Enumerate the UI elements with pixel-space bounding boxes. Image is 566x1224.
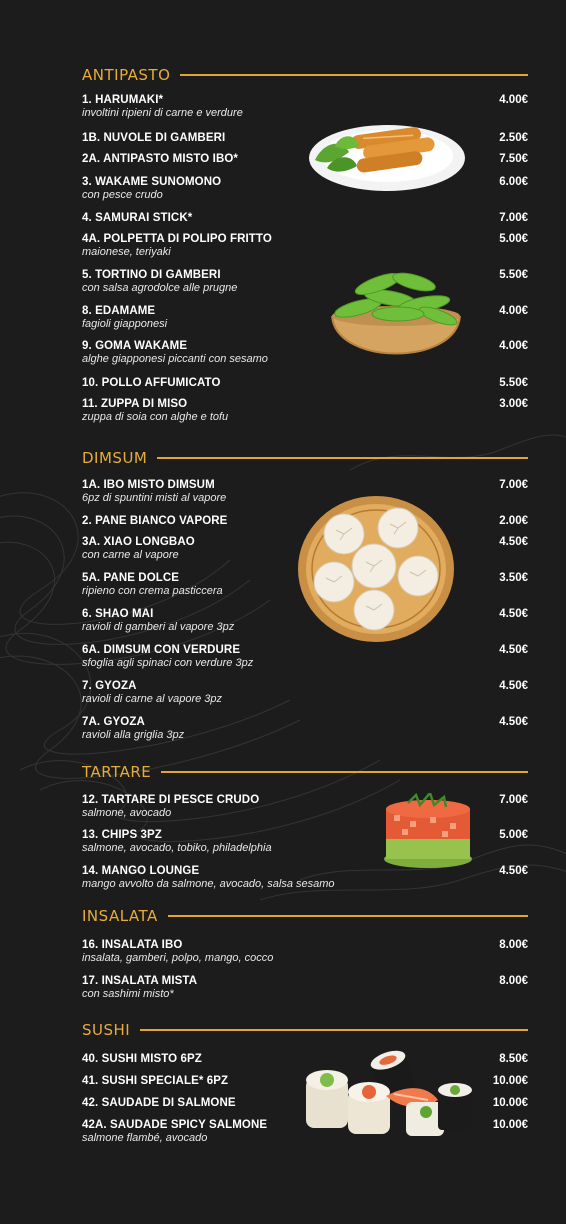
menu-item-name: 11. ZUPPA DI MISO xyxy=(82,398,188,410)
menu-item-name: 7. GYOZA xyxy=(82,680,137,692)
menu-item-name: 7A. GYOZA xyxy=(82,716,145,728)
menu-item-price: 2.00€ xyxy=(499,515,528,527)
menu-item-name: 16. INSALATA IBO xyxy=(82,939,183,951)
section-title: ANTIPASTO xyxy=(82,66,171,84)
menu-item-name: 14. MANGO LOUNGE xyxy=(82,865,200,877)
menu-item-name: 1B. NUVOLE DI GAMBERI xyxy=(82,132,226,144)
menu-item xyxy=(82,1075,528,1088)
menu-item-price: 4.00€ xyxy=(499,94,528,106)
menu-item-price: 2.50€ xyxy=(499,132,528,144)
menu-item xyxy=(82,865,528,890)
menu-item xyxy=(82,536,528,561)
menu-item-price: 3.50€ xyxy=(499,572,528,584)
section-dimsum xyxy=(82,448,528,741)
menu-item-description: con carne al vapore xyxy=(82,549,179,561)
menu-item xyxy=(82,132,528,145)
menu-item xyxy=(82,1119,528,1144)
menu-item-price: 4.00€ xyxy=(499,305,528,317)
menu-item xyxy=(82,572,528,597)
menu-item xyxy=(82,398,528,423)
menu-item-description: insalata, gamberi, polpo, mango, cocco xyxy=(82,952,274,964)
menu-item-description: salmone flambé, avocado xyxy=(82,1132,208,1144)
menu-item xyxy=(82,212,528,225)
menu-item-description: salmone, avocado xyxy=(82,807,172,819)
menu-item-name: 4A. POLPETTA DI POLIPO FRITTO xyxy=(82,233,272,245)
section-header xyxy=(82,65,528,85)
menu-item xyxy=(82,269,528,294)
menu-item xyxy=(82,1097,528,1110)
menu-item-price: 8.00€ xyxy=(499,939,528,951)
section-divider-line xyxy=(161,771,528,773)
menu-item xyxy=(82,716,528,741)
section-sushi xyxy=(82,1020,528,1220)
menu-item-price: 8.50€ xyxy=(499,1053,528,1065)
menu-item-name: 2A. ANTIPASTO MISTO IBO* xyxy=(82,153,238,165)
menu-item-price: 4.50€ xyxy=(499,680,528,692)
menu-item-description: mango avvolto da salmone, avocado, salsa sesamo xyxy=(82,878,335,890)
menu-item-name: 13. CHIPS 3PZ xyxy=(82,829,162,841)
menu-item-price: 5.50€ xyxy=(499,269,528,281)
menu-item-description: salmone, avocado, tobiko, philadelphia xyxy=(82,842,272,854)
section-divider-line xyxy=(180,74,528,76)
menu-item-price: 5.00€ xyxy=(499,829,528,841)
menu-item-description: involtini ripieni di carne e verdure xyxy=(82,107,243,119)
menu-item-price: 7.00€ xyxy=(499,794,528,806)
menu-item-price: 3.00€ xyxy=(499,398,528,410)
menu-item-description: fagioli giapponesi xyxy=(82,318,168,330)
menu-item xyxy=(82,305,528,330)
menu-item xyxy=(82,340,528,365)
menu-item-name: 10. POLLO AFFUMICATO xyxy=(82,377,221,389)
menu-item xyxy=(82,94,528,119)
menu-item-description: 6pz di spuntini misti al vapore xyxy=(82,492,227,504)
menu-item-name: 1. HARUMAKI* xyxy=(82,94,164,106)
menu-item-name: 2. PANE BIANCO VAPORE xyxy=(82,515,228,527)
menu-item-price: 10.00€ xyxy=(492,1097,528,1109)
menu-item-name: 6. SHAO MAI xyxy=(82,608,154,620)
menu-item-description: sfoglia agli spinaci con verdure 3pz xyxy=(82,657,254,669)
menu-item-name: 3. WAKAME SUNOMONO xyxy=(82,176,222,188)
menu-item-name: 17. INSALATA MISTA xyxy=(82,975,198,987)
menu-item-price: 4.50€ xyxy=(499,608,528,620)
menu-item-name: 5A. PANE DOLCE xyxy=(82,572,180,584)
menu-item-description: ripieno con crema pasticcera xyxy=(82,585,223,597)
menu-item-name: 1A. IBO MISTO DIMSUM xyxy=(82,479,215,491)
menu-item-description: ravioli di carne al vapore 3pz xyxy=(82,693,223,705)
menu-item-price: 10.00€ xyxy=(492,1119,528,1131)
menu-item-price: 4.50€ xyxy=(499,644,528,656)
menu-item-description: maionese, teriyaki xyxy=(82,246,171,258)
section-title: TARTARE xyxy=(82,763,152,781)
section-title: INSALATA xyxy=(82,907,158,925)
section-header xyxy=(82,1020,528,1040)
menu-item xyxy=(82,829,528,854)
menu-item-price: 4.50€ xyxy=(499,716,528,728)
menu-item-description: con sashimi misto* xyxy=(82,988,174,1000)
menu-item-description: con salsa agrodolce alle prugne xyxy=(82,282,238,294)
menu-item xyxy=(82,515,528,528)
menu-item-description: ravioli alla griglia 3pz xyxy=(82,729,185,741)
menu-item-price: 10.00€ xyxy=(492,1075,528,1087)
menu-item xyxy=(82,233,528,258)
menu-item xyxy=(82,1053,528,1066)
menu-item-name: 4. SAMURAI STICK* xyxy=(82,212,193,224)
menu-item-name: 41. SUSHI SPECIALE* 6PZ xyxy=(82,1075,229,1087)
section-title: SUSHI xyxy=(82,1021,131,1039)
menu-item-price: 4.50€ xyxy=(499,536,528,548)
section-divider-line xyxy=(157,457,528,459)
menu-item-name: 9. GOMA WAKAME xyxy=(82,340,188,352)
menu-item-price: 7.00€ xyxy=(499,479,528,491)
menu-item-price: 7.00€ xyxy=(499,212,528,224)
menu-item xyxy=(82,794,528,819)
menu-item xyxy=(82,176,528,201)
menu-item-price: 5.00€ xyxy=(499,233,528,245)
menu-item-price: 7.50€ xyxy=(499,153,528,165)
menu-item-name: 42A. SAUDADE SPICY SALMONE xyxy=(82,1119,268,1131)
menu-item-description: zuppa di soia con alghe e tofu xyxy=(82,411,229,423)
menu-item-name: 3A. XIAO LONGBAO xyxy=(82,536,195,548)
menu-item-price: 8.00€ xyxy=(499,975,528,987)
menu-item xyxy=(82,644,528,669)
section-divider-line xyxy=(168,915,528,917)
menu-item-price: 4.50€ xyxy=(499,865,528,877)
menu-item-description: alghe giapponesi piccanti con sesamo xyxy=(82,353,268,365)
section-header xyxy=(82,906,528,926)
menu-item-name: 42. SAUDADE DI SALMONE xyxy=(82,1097,236,1109)
section-divider-line xyxy=(140,1029,528,1031)
menu-item-price: 4.00€ xyxy=(499,340,528,352)
section-header xyxy=(82,762,528,782)
section-title: DIMSUM xyxy=(82,449,148,467)
menu-item-name: 12. TARTARE DI PESCE CRUDO xyxy=(82,794,260,806)
menu-item-name: 40. SUSHI MISTO 6PZ xyxy=(82,1053,202,1065)
menu-item xyxy=(82,153,528,166)
menu-item-name: 6A. DIMSUM CON VERDURE xyxy=(82,644,241,656)
menu-item-price: 6.00€ xyxy=(499,176,528,188)
menu-item xyxy=(82,479,528,504)
menu-item xyxy=(82,939,528,964)
menu-item-price: 5.50€ xyxy=(499,377,528,389)
menu-item xyxy=(82,608,528,633)
menu-item-description: con pesce crudo xyxy=(82,189,163,201)
menu-item-name: 5. TORTINO DI GAMBERI xyxy=(82,269,221,281)
section-header xyxy=(82,448,528,468)
menu-item-name: 8. EDAMAME xyxy=(82,305,156,317)
menu-item-description: ravioli di gamberi al vapore 3pz xyxy=(82,621,235,633)
menu-item xyxy=(82,975,528,1000)
menu-item xyxy=(82,680,528,705)
menu-item xyxy=(82,377,528,390)
section-antipasto xyxy=(82,65,528,423)
